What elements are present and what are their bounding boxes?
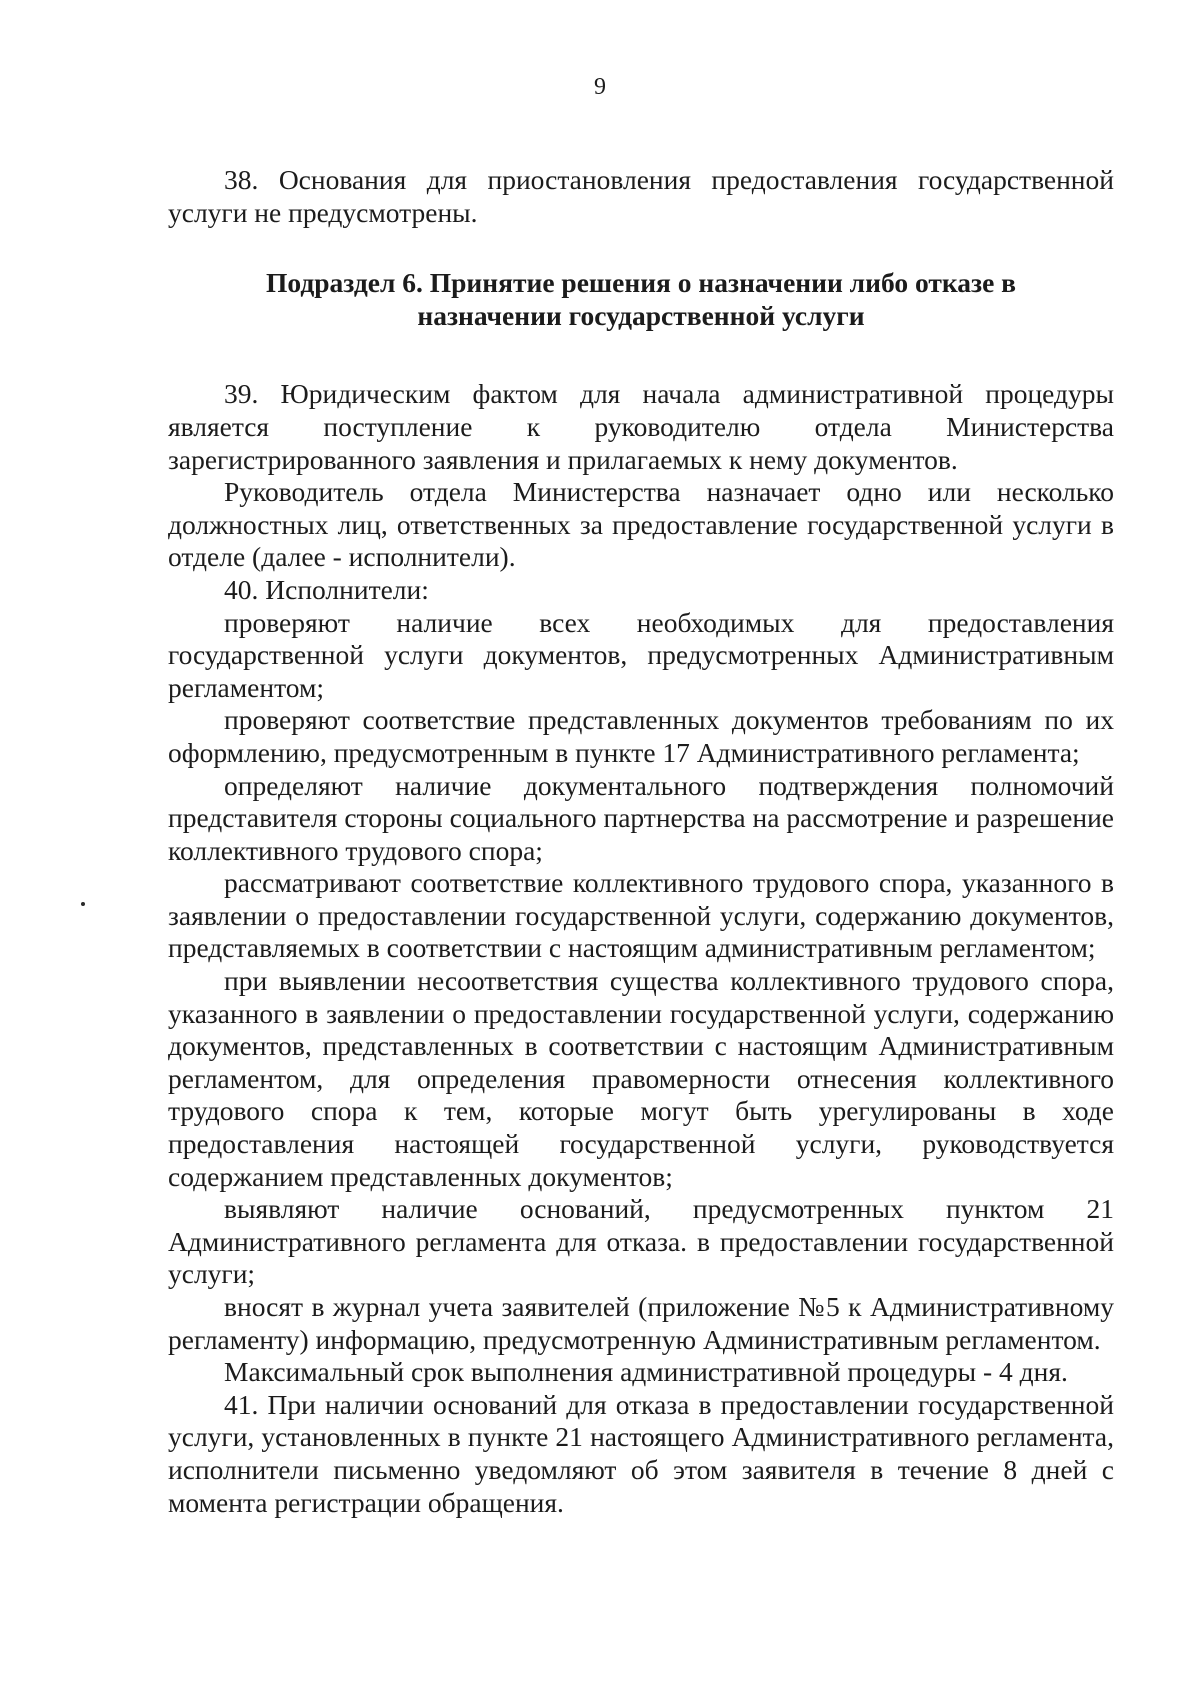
list-item-check-documents: проверяют наличие всех необходимых для предоставления государственной услуги документов, предусмотренных Административным регламентом; [168, 606, 1114, 703]
list-item-journal: вносят в журнал учета заявителей (приложение №5 к Административному регламенту) информацию, предусмотренную Административным регламентом. [168, 1291, 1114, 1355]
section-heading [168, 267, 1114, 332]
section-title-line-2: назначении государственной услуги [417, 299, 865, 331]
paragraph-39: 39. Юридическим фактом для начала административной процедуры является поступление к руководителю отдела Министерства зарегистрированного заявления и прилагаемых к нему документов. [168, 378, 1114, 475]
document-body [168, 164, 1114, 1519]
paragraph-40: 40. Исполнители: [224, 573, 429, 605]
section-title-line-1: Подраздел 6. Принятие решения о назначении либо отказе в [265, 267, 1017, 299]
page-number: 9 [594, 74, 606, 100]
scan-artifact-dot [81, 902, 85, 906]
paragraph-39-cont: Руководитель отдела Министерства назначает одно или несколько должностных лиц, ответственных за предоставление государственной услуги в отделе (далее - исполнители). [168, 476, 1114, 573]
list-item-grounds: выявляют наличие оснований, предусмотренных пунктом 21 Административного регламента для отказа. в предоставлении государственной услуги; [168, 1193, 1114, 1290]
paragraph-38: 38. Основания для приостановления предоставления государственной услуги не предусмотрены. [168, 164, 1114, 228]
list-item-mismatch: при выявлении несоответствия существа коллективного трудового спора, указанного в заявлении о предоставлении государственной услуги, содержанию документов, представленных в соответствии с настоящим Административным регламентом, для определения правомерности отнесения коллективного трудового спора к тем, которые могут быть урегулированы в ходе предоставления настоящей государственной услуги, руководствуется содержанием представленных документов; [168, 965, 1114, 1192]
list-item-check-compliance: проверяют соответствие представленных документов требованиям по их оформлению, предусмотренным в пункте 17 Административного регламента; [168, 704, 1114, 768]
max-duration: Максимальный срок выполнения административной процедуры - 4 дня. [224, 1356, 1068, 1388]
paragraph-41: 41. При наличии оснований для отказа в предоставлении государственной услуги, установленных в пункте 21 настоящего Административного регламента, исполнители письменно уведомляют об этом заявителя в течение 8 дней с момента регистрации обращения. [168, 1388, 1114, 1518]
list-item-review-dispute: рассматривают соответствие коллективного трудового спора, указанного в заявлении о предоставлении государственной услуги, содержанию документов, представляемых в соответствии с настоящим административным регламентом; [168, 867, 1114, 964]
list-item-determine-authority: определяют наличие документального подтверждения полномочий представителя стороны социального партнерства на рассмотрение и разрешение коллективного трудового спора; [168, 769, 1114, 866]
